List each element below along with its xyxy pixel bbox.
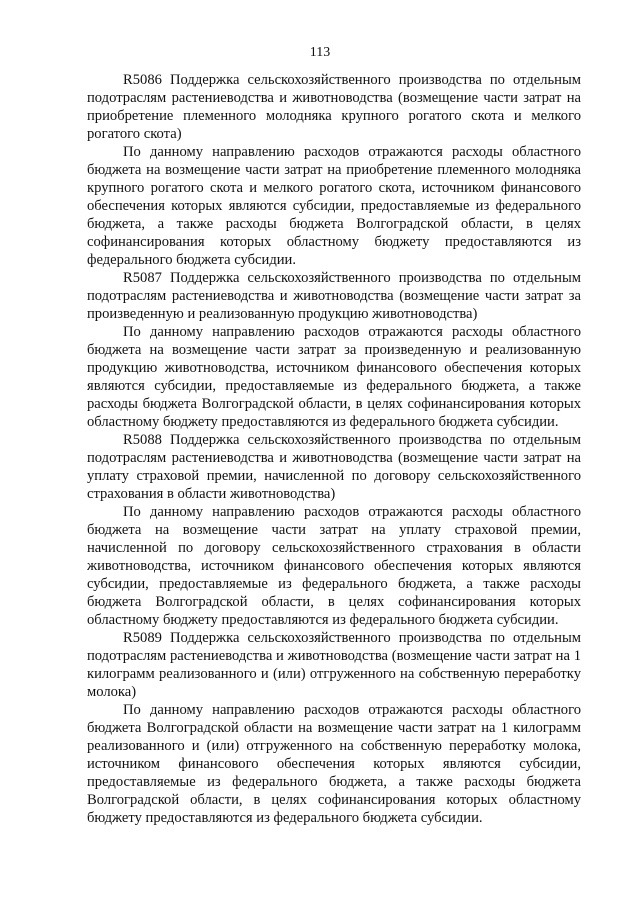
section-text-r5086: По данному направлению расходов отражаются расходы областного бюджета на возмещение части затрат на приобретение племенного молодняка крупного рогатого скота и мелкого рогатого скота, источником финансового обеспечения которых являются субсидии, предоставляемые из федерального бюджета, а также расходы бюджета Волгоградской области, в целях софинансирования которых областному бюджету предоставляются из федерального бюджета субсидии. (87, 144, 581, 268)
section-text-r5087: По данному направлению расходов отражаются расходы областного бюджета на возмещение части затрат за произведенную и реализованную продукцию животноводства, источником финансового обеспечения которых являются субсидии, предоставляемые из федерального бюджета, а также расходы бюджета Волгоградской области, в целях софинансирования которых областному бюджету предоставляются из федерального бюджета субсидии. (87, 324, 581, 430)
section-heading-r5089: R5089 Поддержка сельскохозяйственного производства по отдельным подотраслям растениеводства и животноводства (возмещение части затрат на 1 килограмм реализованного и (или) отгруженного на собственную переработку молока) (87, 630, 581, 700)
section-text-r5088: По данному направлению расходов отражаются расходы областного бюджета на возмещение части затрат на уплату страховой премии, начисленной по договору сельскохозяйственного страхования в области животноводства, источником финансового обеспечения которых являются субсидии, предоставляемые из федерального бюджета, а также расходы бюджета Волгоградской области, в целях софинансирования которых областному бюджету предоставляются из федерального бюджета субсидии. (87, 504, 581, 628)
section-heading-r5088: R5088 Поддержка сельскохозяйственного производства по отдельным подотраслям растениеводства и животноводства (возмещение части затрат на уплату страховой премии, начисленной по договору сельскохозяйственного страхования в области животноводства) (87, 432, 581, 502)
page-body (87, 71, 581, 827)
page-number: 113 (309, 45, 331, 60)
section-heading-r5087: R5087 Поддержка сельскохозяйственного производства по отдельным подотраслям растениеводства и животноводства (возмещение части затрат за произведенную и реализованную продукцию животноводства) (87, 270, 581, 322)
section-heading-r5086: R5086 Поддержка сельскохозяйственного производства по отдельным подотраслям растениеводства и животноводства (возмещение части затрат на приобретение племенного молодняка крупного рогатого скота и мелкого рогатого скота) (87, 72, 581, 142)
section-text-r5089: По данному направлению расходов отражаются расходы областного бюджета Волгоградской области на возмещение части затрат на 1 килограмм реализованного и (или) отгруженного на собственную переработку молока, источником финансового обеспечения которых являются субсидии, предоставляемые из федерального бюджета, а также расходы бюджета Волгоградской области, в целях софинансирования которых областному бюджету предоставляются из федерального бюджета субсидии. (87, 702, 581, 826)
